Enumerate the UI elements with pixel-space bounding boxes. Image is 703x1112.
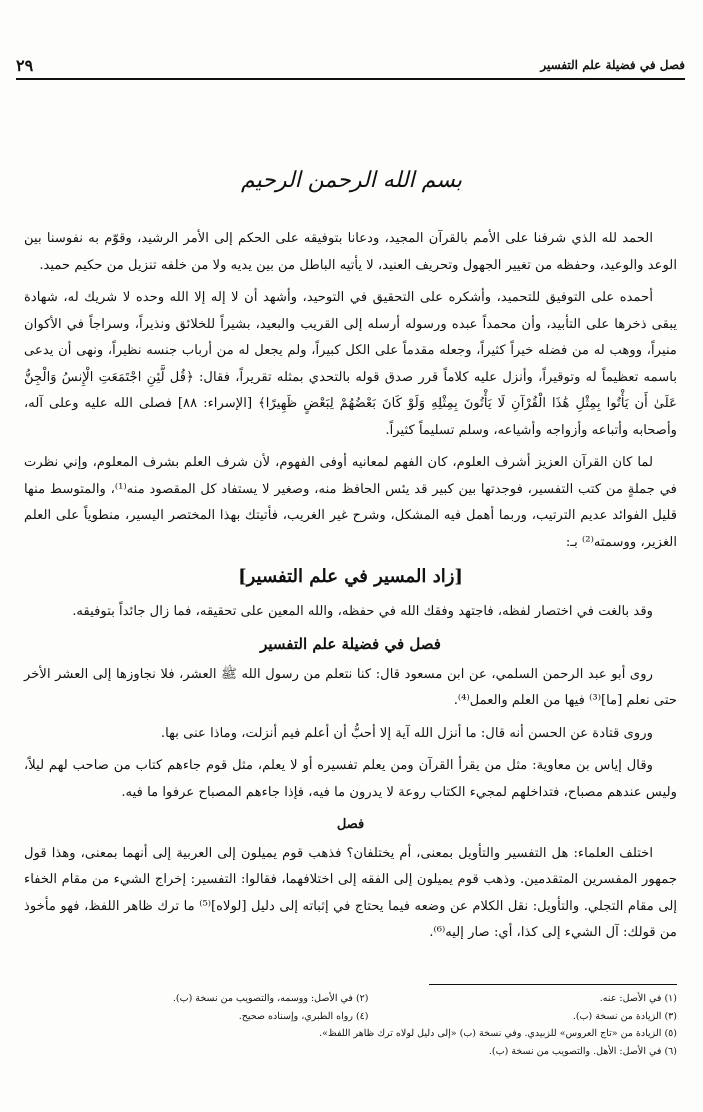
- page-number: ٢٩: [16, 56, 34, 75]
- paragraph-book-purpose: لما كان القرآن العزيز أشرف العلوم، كان الفهم لمعانيه أوفى الفهوم، لأن شرف العلم بشرف المعلوم، وإني نظرت في جملةٍ من كتب التفسير، فوجدتها بين كبير قد يئس الحافظ منه، وصغير لا يستفاد كل المقصود منه⁽¹⁾، والمتوسط منها قليل الفوائد عديم الترتيب، وربما أهمل فيه المشكل، وشرح غير الغريب، فأتيتك بهذا المختصر اليسير، منطوياً على العلم الغزير، ووسمته⁽²⁾ بـ:: [24, 455, 677, 550]
- paragraph-tafsir-tawil: اختلف العلماء: هل التفسير والتأويل بمعنى، أم يختلفان؟ فذهب قوم يميلون إلى العربية إلى أنهما بمعنى، وهذا قول جمهور المفسرين المتقدمين. وذهب قوم يميلون إلى الفقه إلى اختلافهما، فقالوا: التفسير: إخراج الشيء من مقام الخفاء إلى مقام التجلي. والتأويل: نقل الكلام عن وضعه فيما يحتاج في إثباته إلى دليل [لولاه]⁽⁵⁾ ما ترك ظاهر اللفظ، فهو مأخوذ من قولك: آل الشيء إلى كذا، أي: صار إليه⁽⁶⁾.: [24, 845, 678, 940]
- footnote-3: (٣) الزيادة من نسخة (ب).: [572, 1010, 677, 1022]
- basmala: بسم الله الرحمن الرحيم: [240, 168, 463, 193]
- paragraph-ibn-masud: روى أبو عبد الرحمن السلمي، عن ابن مسعود قال: كنا نتعلم من رسول الله ﷺ العشر، فلا نجاوزها إلى العشر الأخر حتى نعلم [ما]⁽³⁾ فيها من العلم والعمل⁽⁴⁾.: [24, 666, 677, 708]
- paragraph-qatada: وروى قتادة عن الحسن أنه قال: ما أنزل الله آية إلا أحبُّ أن أعلم فيم أنزلت، وماذا عنى بها.: [160, 725, 653, 741]
- running-header: [16, 56, 685, 80]
- footnote-1: (١) في الأصل: عنه.: [599, 993, 677, 1004]
- running-title: فصل في فضيلة علم التفسير: [540, 58, 685, 72]
- section-heading-fasl: فصل: [336, 817, 365, 832]
- footnote-6: (٦) في الأصل: الأهل. والتصويب من نسخة (ب).: [488, 1045, 677, 1057]
- section-heading-virtue: فصل في فضيلة علم التفسير: [260, 635, 441, 653]
- paragraph-testimony: أحمده على التوفيق للتحميد، وأشكره على التحقيق في التوحيد، وأشهد أن لا إله إلا الله وحده لا شريك له، شهادة يبقى ذخرها على التأبيد، وأن محمداً عبده ورسوله أرسله إلى القريب والبعيد، بشيراً للخلائق ونذيراً، وسراجاً في الأكوان منيراً، ووهب له من فضله خيراً كثيراً، وجعله مقدماً على الكل كبيراً، ولم يجعل له من أرباب جنسه نظيراً، ونهى أن يدعى باسمه تعظيماً له وتوقيراً، وأنزل عليه كلاماً قرر صدق قوله بالتحدي بمثله تقريراً، فقال: ﴿قُل لَّئِنِ اجْتَمَعَتِ الْإِنسُ وَالْجِنُّ عَلَىٰ أَن يَأْتُوا بِمِثْلِ هَٰذَا الْقُرْآنِ لَا يَأْتُونَ بِمِثْلِهِ وَلَوْ كَانَ بَعْضُهُمْ لِبَعْضٍ ظَهِيرًا﴾ [الإسراء: ٨٨] فصلى الله عليه وعلى آله، وأصحابه وأتباعه وأزواجه وأشياعه، وسلم تسليماً كثيراً.: [24, 290, 677, 438]
- footnote-4: (٤) رواه الطبري، وإسناده صحيح.: [238, 1010, 369, 1022]
- paragraph-iyas: وقال إياس بن معاوية: مثل من يقرأ القرآن ومن يعلم تفسيره أو لا يعلم، مثل قوم جاءهم كتاب من صاحب لهم ليلاً، وليس عندهم مصباح، فتداخلهم لمجيء الكتاب روعة لا يدرون ما فيه، فإذا جاءهم المصباح عرفوا ما فيه.: [24, 758, 677, 800]
- footnote-row: [60, 990, 677, 1008]
- footnote-5: (٥) الزيادة من «تاج العروس» للزبيدي. وفي نسخة (ب) «إلى دليل لولاه ترك ظاهر اللفظ».: [319, 1028, 677, 1039]
- paragraph-after-title: وقد بالغت في اختصار لفظه، فاجتهد وفقك الله في حفظه، والله المعين على تحقيقه، فما زال جائداً بتوفيقه.: [72, 603, 653, 619]
- page-body: [24, 226, 677, 953]
- book-title: [زاد المسير في علم التفسير]: [238, 566, 463, 587]
- footnote-rule: [429, 984, 677, 985]
- footnotes: [60, 990, 677, 1060]
- footnote-2: (٢) في الأصل: ووسمه، والتصويب من نسخة (ب).: [172, 993, 369, 1004]
- paragraph-opening-praise: الحمد لله الذي شرفنا على الأمم بالقرآن المجيد، ودعانا بتوفيقه على الحكم إلى الأمر الرشيد، وقوّم به نفوسنا بين الوعد والوعيد، وحفظه من تغيير الجهول وتحريف العنيد، لا يأتيه الباطل من بين يديه ولا من خلفه تنزيل من حكيم حميد.: [24, 231, 677, 273]
- footnote-row: [60, 1008, 677, 1026]
